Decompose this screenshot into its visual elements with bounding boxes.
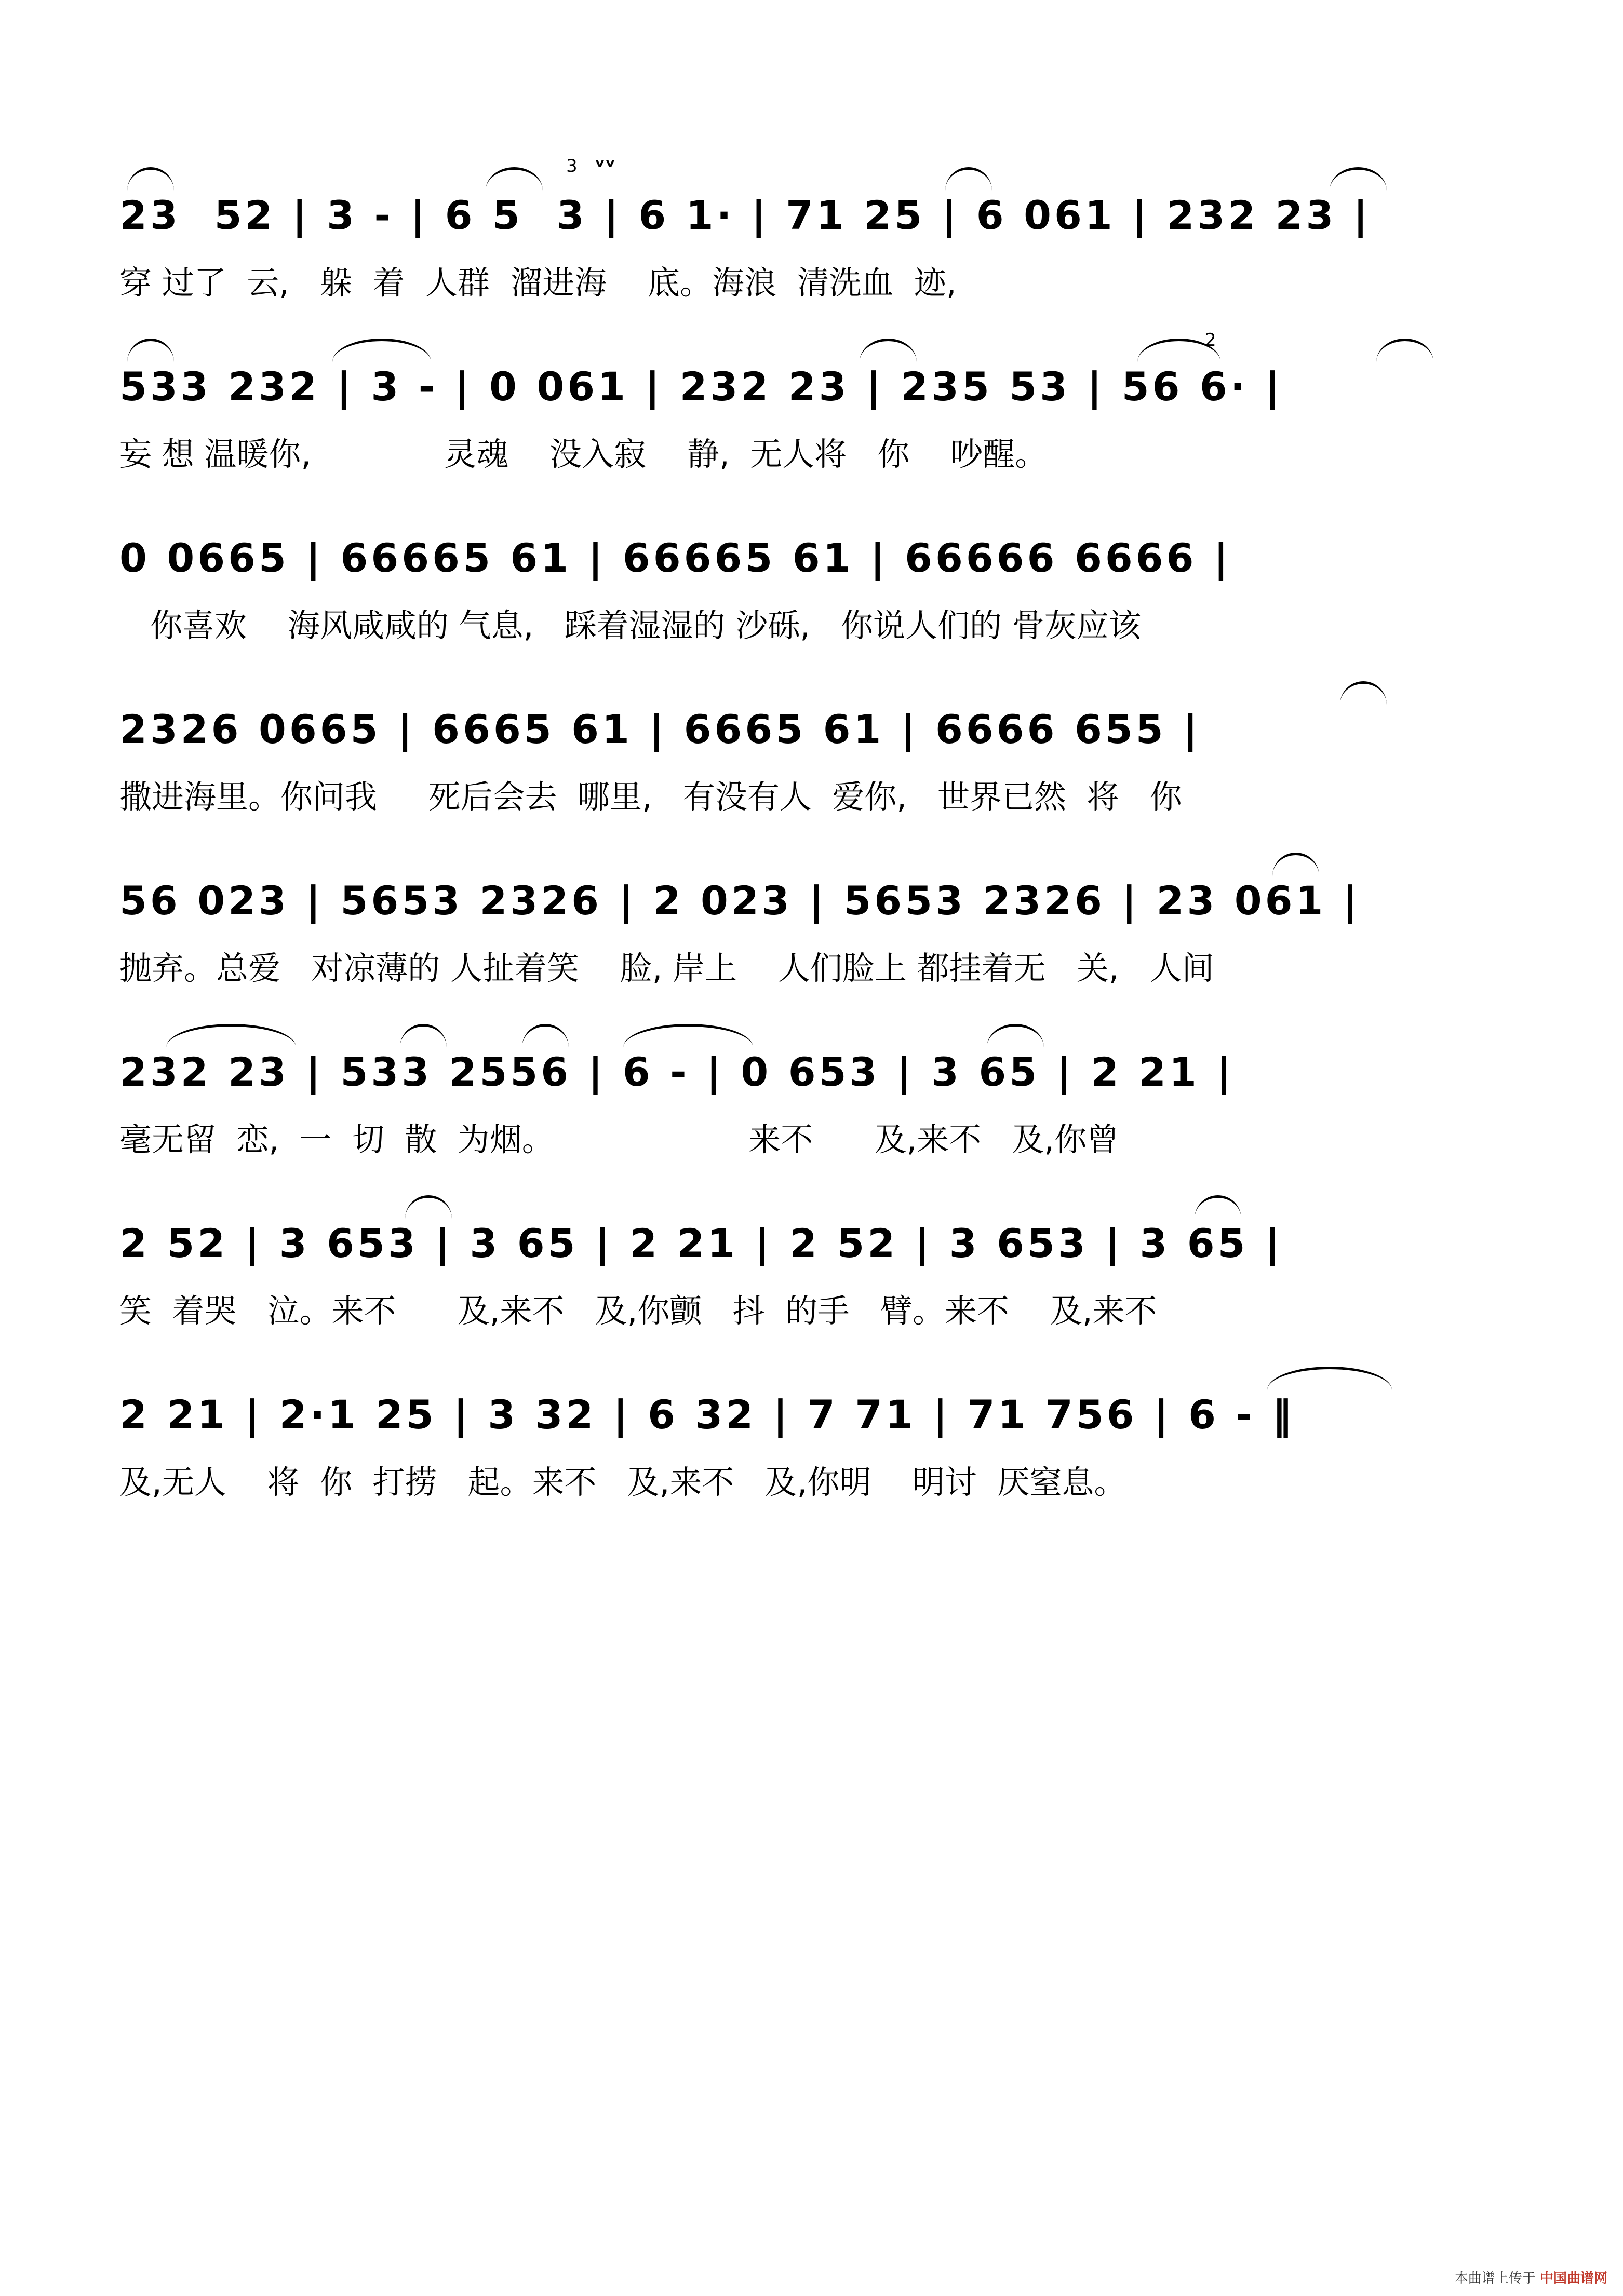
lyrics-row-2: 妄 想 温暖你, 灵魂 没入寂 静, 无人将 你 吵醒。	[119, 435, 1048, 473]
lyrics-row-6: 毫无留 恋, 一 切 散 为烟。 来不 及,来不 及,你曾	[119, 1120, 1119, 1158]
slur	[1267, 1367, 1392, 1390]
notes-row-7: 2 52 | 3 653 | 3 65 | 2 21 | 2 52 | 3 653 | 3 65 |	[119, 1220, 1283, 1266]
lyrics-row-8: 及,无人 将 你 打捞 起。来不 及,来不 及,你明 明讨 厌窒息。	[119, 1463, 1126, 1501]
slur	[405, 1195, 452, 1219]
notes-row-5: 56 023 | 5653 2326 | 2 023 | 5653 2326 | 23 061 |	[119, 877, 1361, 924]
footer-site: 中国曲谱网	[1539, 2271, 1607, 2286]
slur	[623, 1024, 753, 1047]
slur	[127, 339, 174, 362]
slur	[987, 1024, 1044, 1047]
slur	[860, 339, 917, 362]
triplet-mark: 3	[566, 156, 578, 177]
notes-row-3: 0 0665 | 66665 61 | 66665 61 | 66666 6666 |	[119, 535, 1231, 581]
slur	[332, 339, 431, 362]
lyrics-row-4: 撒进海里。你问我 死后会去 哪里, 有没有人 爱你, 世界已然 将 你	[119, 778, 1182, 816]
footer-credit	[1455, 2267, 1607, 2287]
notes-row-6: 232 23 | 533 2556 | 6 - | 0 653 | 3 65 | 2 21 |	[119, 1049, 1235, 1095]
notes-row-1: 23 52 | 3 - | 6 5 3 | 6 1· | 71 25 | 6 061 | 232 23 |	[119, 192, 1371, 238]
lyrics-row-3: 你喜欢 海风咸咸的 气息, 踩着湿湿的 沙砾, 你说人们的 骨灰应该	[119, 606, 1141, 644]
turn-ornament: ᵛᵛ	[595, 155, 616, 179]
lyrics-row-5: 抛弃。总爱 对凉薄的 人扯着笑 脸, 岸上 人们脸上 都挂着无 关, 人间	[119, 949, 1214, 987]
notes-row-4: 2326 0665 | 6665 61 | 6665 61 | 6666 655 |	[119, 706, 1201, 752]
slur	[127, 167, 174, 191]
lyrics-row-7: 笑 着哭 泣。来不 及,来不 及,你颤 抖 的手 臂。来不 及,来不	[119, 1292, 1157, 1330]
slur	[486, 167, 543, 191]
slur	[166, 1024, 296, 1047]
grace-note: 2	[1205, 330, 1216, 350]
slur	[1195, 1195, 1241, 1219]
slur	[1340, 681, 1387, 705]
slur	[1376, 339, 1433, 362]
slur	[1272, 853, 1319, 876]
notes-row-2: 533 232 | 3 - | 0 061 | 232 23 | 235 53 | 56 6· |	[119, 363, 1283, 410]
slur	[945, 167, 992, 191]
notes-row-8: 2 21 | 2·1 25 | 3 32 | 6 32 | 7 71 | 71 756 | 6 - ‖	[119, 1392, 1295, 1438]
footer-text: 本曲谱上传于	[1454, 2271, 1536, 2286]
slur	[400, 1024, 447, 1047]
lyrics-row-1: 穿 过了 云, 躲 着 人群 溜进海 底。海浪 清洗血 迹,	[119, 264, 957, 302]
slur	[1330, 167, 1387, 191]
slur	[522, 1024, 569, 1047]
